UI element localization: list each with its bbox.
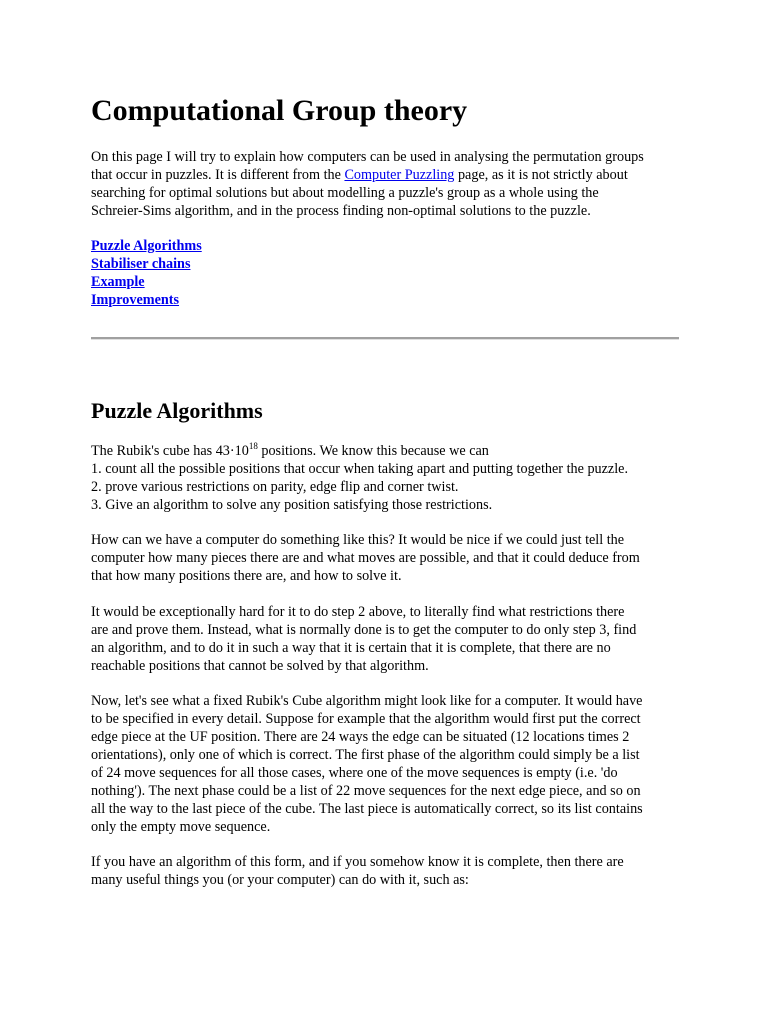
positions-lead-line: The Rubik's cube has $43\cdot 10^{18}$ positions. We know this because we can bbox=[91, 441, 489, 459]
horizontal-divider bbox=[91, 337, 679, 340]
table-of-contents bbox=[91, 237, 679, 309]
paragraph-computer-question: How can we have a computer do something like this? It would be nice if we could just tell the computer how many pieces there are and what moves are possible, and that it could deduce from that how many positions there are, and how to solve it. bbox=[91, 532, 640, 584]
toc-link-example[interactable]: Example bbox=[91, 274, 145, 290]
intro-line-1: On this page I will try to explain how computers can be used in analysing the permutation groups bbox=[91, 149, 644, 165]
toc-link-puzzle-algorithms[interactable]: Puzzle Algorithms bbox=[91, 238, 202, 254]
paragraph-restrictions: It would be exceptionally hard for it to do step 2 above, to literally find what restrictions there are and prove them. Instead, what is normally done is to get the computer to do only step 3, find an algorithm, and to do it in such a way that it is certain that it is complete, that there are no reachable positions that cannot be solved by that algorithm. bbox=[91, 604, 637, 674]
intro-paragraph bbox=[91, 148, 679, 220]
list-item-1: 1. count all the possible positions that occur when taking apart and putting together the puzzle. bbox=[91, 461, 629, 477]
list-item-3: 3. Give an algorithm to solve any position satisfying those restrictions. bbox=[91, 497, 493, 513]
section-heading-puzzle-algorithms: Puzzle Algorithms bbox=[91, 398, 263, 423]
paragraph-algorithm-uses: If you have an algorithm of this form, and if you somehow know it is complete, then there are many useful things you (or your computer) can do with it, such as: bbox=[91, 854, 624, 888]
rubiks-positions-paragraph bbox=[91, 442, 679, 514]
paragraph-fixed-algorithm: Now, let's see what a fixed Rubik's Cube algorithm might look like for a computer. It would have to be specified in every detail. Suppose for example that the algorithm would first put the correct edge piece at the UF position. There are 24 ways the edge can be situated (12 locations times 2 orientations), only one of which is correct. The first phase of the algorithm could simply be a list of 24 move sequences for all those cases, where one of the move sequences is empty (i.e. 'do nothing'). The next phase could be a list of 22 move sequences for the next edge piece, and so on all the way to the last piece of the cube. The last piece is automatically correct, so its list contains only the empty move sequence. bbox=[91, 693, 643, 835]
intro-line-2: that occur in puzzles. It is different from the Computer Puzzling page, as it is not strictly about bbox=[91, 167, 628, 183]
computer-puzzling-link[interactable]: Computer Puzzling bbox=[344, 167, 455, 183]
page-title: Computational Group theory bbox=[91, 94, 468, 127]
intro-line-3: searching for optimal solutions but about modelling a puzzle's group as a whole using the bbox=[91, 185, 599, 201]
intro-line-4: Schreier-Sims algorithm, and in the process finding non-optimal solutions to the puzzle. bbox=[91, 203, 591, 219]
list-item-2: 2. prove various restrictions on parity, edge flip and corner twist. bbox=[91, 479, 459, 495]
toc-link-improvements[interactable]: Improvements bbox=[91, 292, 180, 308]
toc-link-stabiliser-chains[interactable]: Stabiliser chains bbox=[91, 256, 191, 272]
